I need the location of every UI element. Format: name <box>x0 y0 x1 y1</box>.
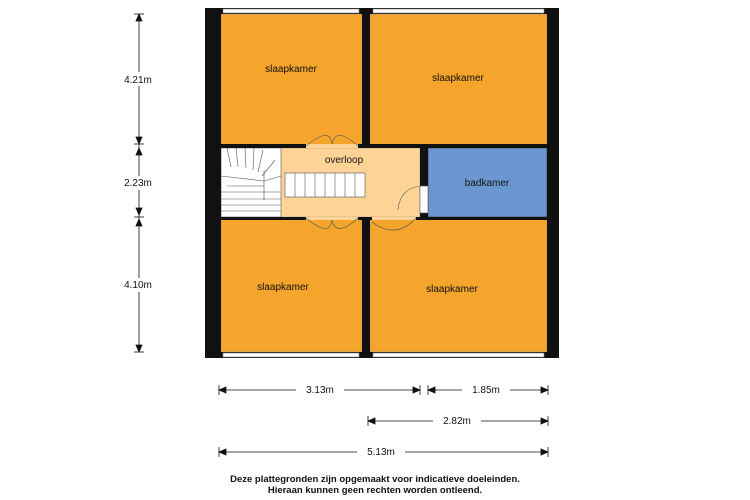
room-label-landing: overloop <box>324 155 364 166</box>
dim-label-horizontal-right: 1.85m <box>472 385 500 396</box>
dim-label-vertical-middle: 2.23m <box>124 178 152 189</box>
wall-center-top <box>362 8 370 146</box>
bedroom-top-left <box>221 14 362 146</box>
dim-label-vertical-bottom: 4.10m <box>124 280 152 291</box>
windows-bottom <box>223 353 544 357</box>
dim-label-horizontal-middle: 2.82m <box>443 416 471 427</box>
disclaimer-line-2: Hieraan kunnen geen rechten worden ontleend. <box>267 485 483 496</box>
room-label-bedroom-bottom-left: slaapkamer <box>257 282 309 293</box>
dim-label-vertical-top: 4.21m <box>124 75 152 86</box>
wall-center-bottom <box>362 219 370 358</box>
staircase <box>221 148 281 217</box>
wall-right <box>547 8 559 358</box>
room-label-bathroom: badkamer <box>464 178 510 189</box>
windows-top <box>223 9 544 13</box>
room-label-bedroom-bottom-right: slaapkamer <box>426 284 478 295</box>
disclaimer-line-1: Deze plattegronden zijn opgemaakt voor indicatieve doeleinden. <box>230 474 520 485</box>
room-label-bedroom-top-left: slaapkamer <box>265 64 317 75</box>
dim-label-horizontal-left: 3.13m <box>306 385 334 396</box>
wall-upper-corridor <box>221 144 547 148</box>
dim-label-horizontal-total: 5.13m <box>367 447 395 458</box>
wall-left <box>205 8 221 358</box>
room-label-bedroom-top-right: slaapkamer <box>432 73 484 84</box>
stair-railing <box>285 173 365 197</box>
